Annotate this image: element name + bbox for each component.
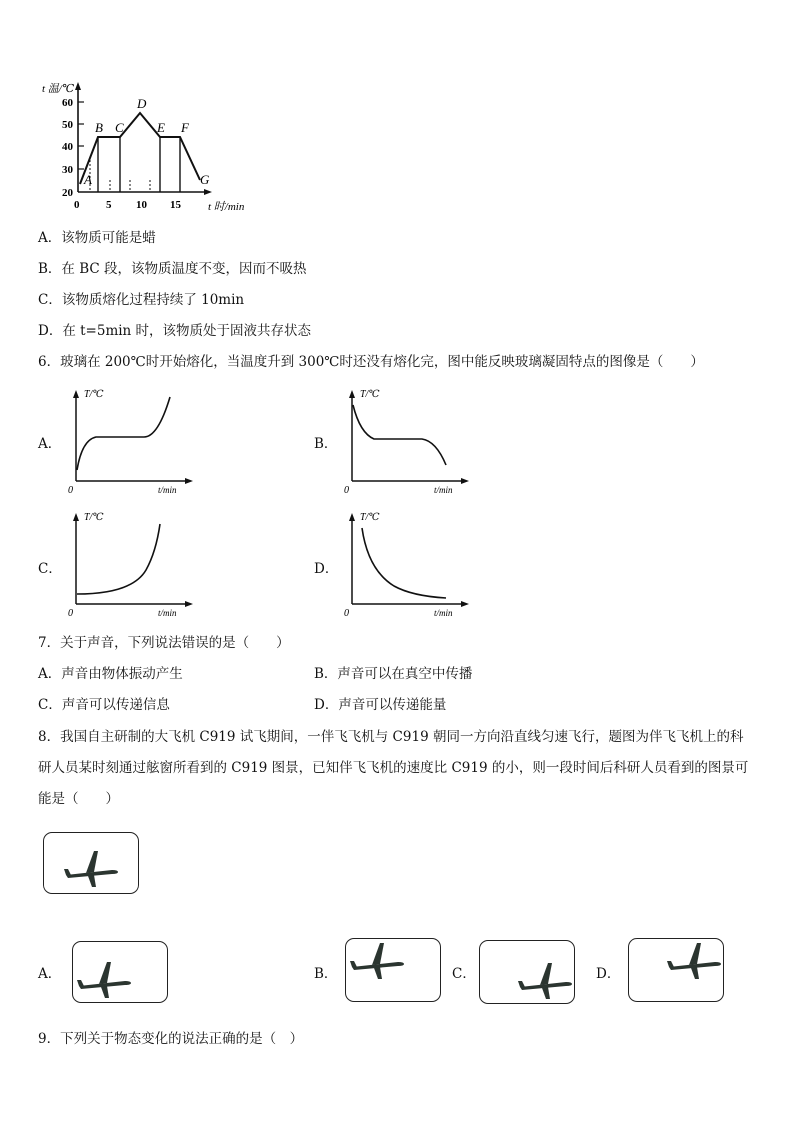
airplane-icon bbox=[350, 941, 406, 981]
q7-option-a: A．声音由物体振动产生 bbox=[38, 666, 183, 682]
q5-x-tick: 10 bbox=[136, 199, 147, 211]
q8-label-a: A． bbox=[38, 966, 62, 982]
q8-label-b: B． bbox=[314, 966, 338, 982]
q8-label-d: D． bbox=[596, 966, 621, 982]
q5-x-axis-label: t 时/min bbox=[208, 201, 245, 213]
q8-stem-line-3: 能是（ ） bbox=[38, 791, 119, 807]
q6-y-axis-label: T/℃ bbox=[360, 389, 380, 400]
q5-x-tick: 0 bbox=[74, 199, 80, 211]
q6-stem: 6．玻璃在 200℃时开始熔化，当温度升到 300℃时还没有熔化完，图中能反映玻璃凝固特点的图像是（ ） bbox=[38, 354, 704, 370]
q8-stem-line-1: 8．我国自主研制的大飞机 C919 试飞期间，一伴飞飞机与 C919 朝同一方向沿直线匀速飞行，题图为伴飞飞机上的科 bbox=[38, 729, 744, 745]
q8-label-c: C． bbox=[452, 966, 476, 982]
q6-origin-label: 0 bbox=[68, 608, 73, 619]
q6-label-a: A． bbox=[38, 436, 62, 452]
airplane-icon bbox=[64, 849, 120, 889]
q6-graph-b bbox=[338, 385, 473, 497]
airplane-icon bbox=[667, 941, 723, 981]
q6-label-d: D． bbox=[314, 561, 339, 577]
q5-y-axis-label: t 温/℃ bbox=[42, 83, 75, 95]
q5-point-label: B bbox=[95, 120, 103, 135]
q5-option-b: B．在 BC 段，该物质温度不变，因而不吸热 bbox=[38, 261, 307, 277]
q5-y-tick: 20 bbox=[62, 187, 73, 199]
q8-reference-window bbox=[43, 832, 139, 894]
q6-graph-c bbox=[62, 508, 197, 620]
q6-label-c: C． bbox=[38, 561, 62, 577]
q8-option-a-window bbox=[72, 941, 168, 1003]
q9-stem: 9．下列关于物态变化的说法正确的是（ ） bbox=[38, 1031, 304, 1047]
q5-point-label: E bbox=[157, 120, 165, 135]
q6-origin-label: 0 bbox=[344, 485, 349, 496]
q8-option-c-window bbox=[479, 940, 575, 1004]
q5-y-tick: 50 bbox=[62, 119, 73, 131]
q8-option-d-window bbox=[628, 938, 724, 1002]
q5-x-tick: 15 bbox=[170, 199, 181, 211]
q6-y-axis-label: T/℃ bbox=[84, 389, 104, 400]
q5-option-c: C．该物质熔化过程持续了 10min bbox=[38, 292, 245, 308]
q6-label-b: B． bbox=[314, 436, 338, 452]
q7-option-b: B．声音可以在真空中传播 bbox=[314, 666, 473, 682]
q5-y-tick: 30 bbox=[62, 164, 73, 176]
q5-temperature-time-graph bbox=[40, 80, 270, 220]
q5-option-d: D．在 t=5min 时，该物质处于固液共存状态 bbox=[38, 323, 312, 339]
q6-origin-label: 0 bbox=[344, 608, 349, 619]
q5-point-label: A bbox=[84, 172, 92, 187]
q6-graph-d bbox=[338, 508, 473, 620]
q5-point-label: F bbox=[181, 120, 189, 135]
q6-x-axis-label: t/min bbox=[434, 485, 453, 495]
q7-stem: 7．关于声音，下列说法错误的是（ ） bbox=[38, 635, 290, 651]
q6-graph-a bbox=[62, 385, 197, 497]
q5-y-tick: 60 bbox=[62, 97, 73, 109]
q6-y-axis-label: T/℃ bbox=[360, 512, 380, 523]
q6-origin-label: 0 bbox=[68, 485, 73, 496]
q5-option-a: A．该物质可能是蜡 bbox=[38, 230, 156, 246]
airplane-icon bbox=[77, 960, 133, 1000]
q5-point-label: C bbox=[115, 120, 124, 135]
q6-x-axis-label: t/min bbox=[158, 608, 177, 618]
q7-option-c: C．声音可以传递信息 bbox=[38, 697, 170, 713]
airplane-icon bbox=[518, 961, 574, 1001]
q6-y-axis-label: T/℃ bbox=[84, 512, 104, 523]
q5-x-tick: 5 bbox=[106, 199, 112, 211]
q5-point-label: D bbox=[137, 96, 147, 111]
q7-option-d: D．声音可以传递能量 bbox=[314, 697, 447, 713]
q6-x-axis-label: t/min bbox=[434, 608, 453, 618]
q8-stem-line-2: 研人员某时刻通过舷窗所看到的 C919 图景，已知伴飞飞机的速度比 C919 的小，则一段时间后科研人员看到的图景可 bbox=[38, 760, 749, 776]
q5-point-label: G bbox=[200, 172, 210, 187]
q8-option-b-window bbox=[345, 938, 441, 1002]
q6-x-axis-label: t/min bbox=[158, 485, 177, 495]
q5-y-tick: 40 bbox=[62, 141, 73, 153]
